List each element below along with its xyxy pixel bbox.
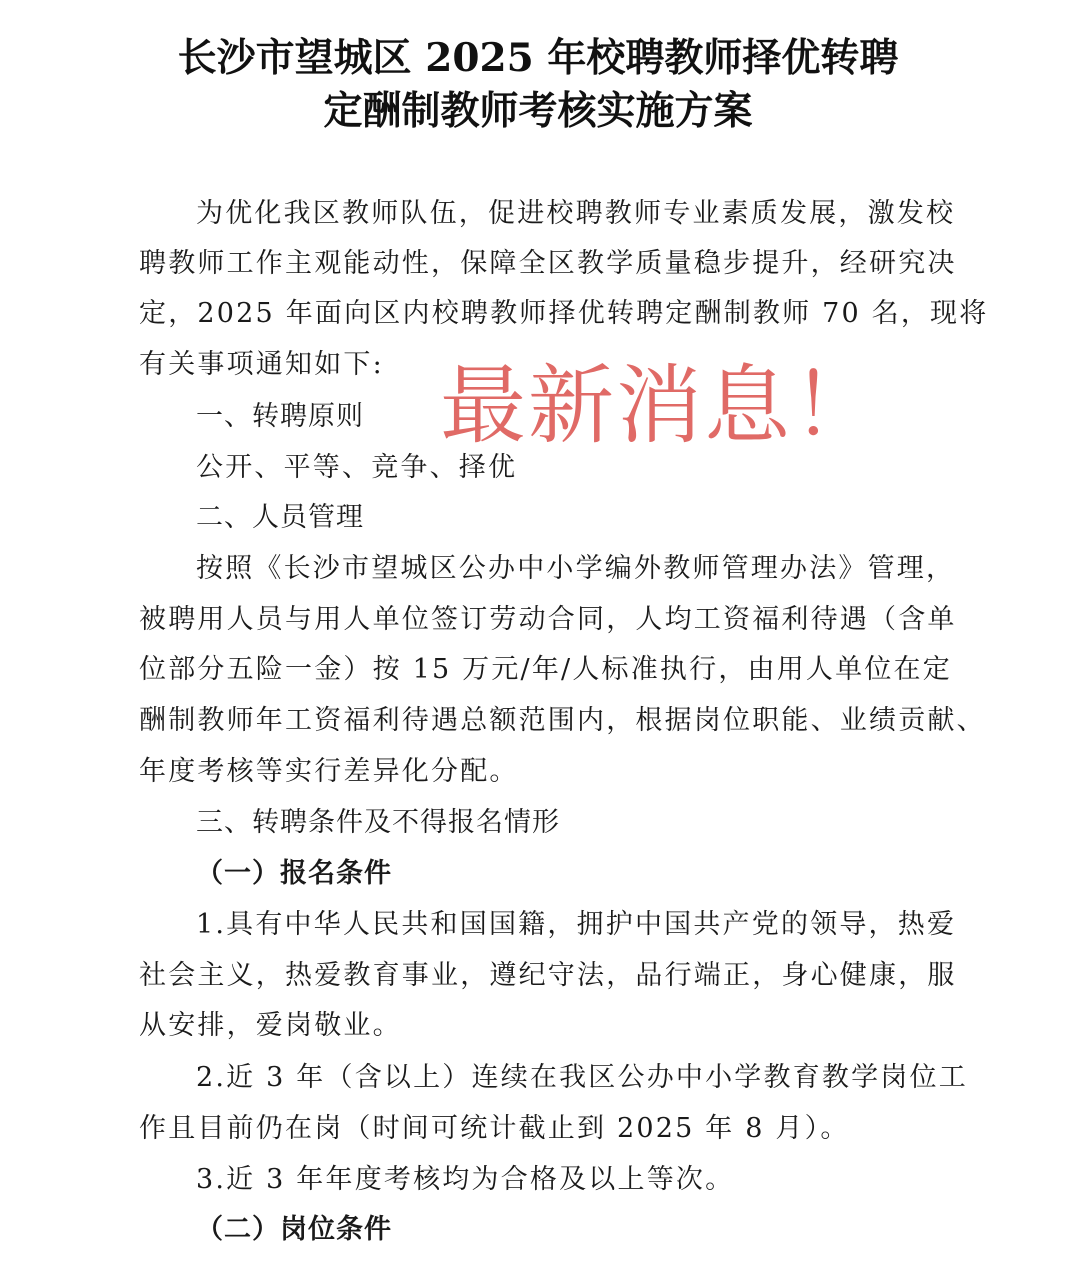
latest-news-overlay: 最新消息！ [440,356,880,456]
section2-line-4: 酬制教师年工资福利待遇总额范围内，根据岗位职能、业绩贡献、 [139,705,986,736]
section2-line-3: 位部分五险一金）按 15 万元/年/人标准执行，由用人单位在定 [139,654,952,685]
section3-item2-line-1: 2.近 3 年（含以上）连续在我区公办中小学教育教学岗位工 [196,1062,968,1093]
section3-item1-line-1: 1.具有中华人民共和国国籍，拥护中国共产党的领导，热爱 [196,909,957,940]
intro-line-4: 有关事项通知如下: [139,349,384,380]
section3-item1-line-3: 从安排，爱岗敬业。 [139,1010,402,1041]
section3-item3: 3.近 3 年年度考核均为合格及以上等次。 [196,1164,735,1195]
section2-line-5: 年度考核等实行差异化分配。 [139,756,519,787]
document-title-line2: 定酬制教师考核实施方案 [323,88,753,134]
section2-heading: 二、人员管理 [196,502,364,533]
section3-heading: 三、转聘条件及不得报名情形 [196,807,560,838]
section1-body: 公开、平等、竞争、择优 [196,452,518,483]
intro-line-3: 定，2025 年面向区内校聘教师择优转聘定酬制教师 70 名，现将 [139,298,989,329]
section3-sub2-heading: （二）岗位条件 [196,1214,392,1245]
section3-item1-line-2: 社会主义，热爱教育事业，遵纪守法，品行端正，身心健康，服 [139,960,957,991]
document-title-line1: 长沙市望城区 2025 年校聘教师择优转聘 [177,35,899,81]
section3-item2-line-2: 作且目前仍在岗（时间可统计截止到 2025 年 8 月）。 [139,1113,850,1144]
section1-heading: 一、转聘原则 [196,401,364,432]
section2-line-1: 按照《长沙市望城区公办中小学编外教师管理办法》管理， [196,553,956,584]
section3-sub1-heading: （一）报名条件 [196,858,392,889]
section2-line-2: 被聘用人员与用人单位签订劳动合同，人均工资福利待遇（含单 [139,604,957,635]
intro-line-1: 为优化我区教师队伍，促进校聘教师专业素质发展，激发校 [196,198,956,229]
intro-line-2: 聘教师工作主观能动性，保障全区教学质量稳步提升，经研究决 [139,248,957,279]
